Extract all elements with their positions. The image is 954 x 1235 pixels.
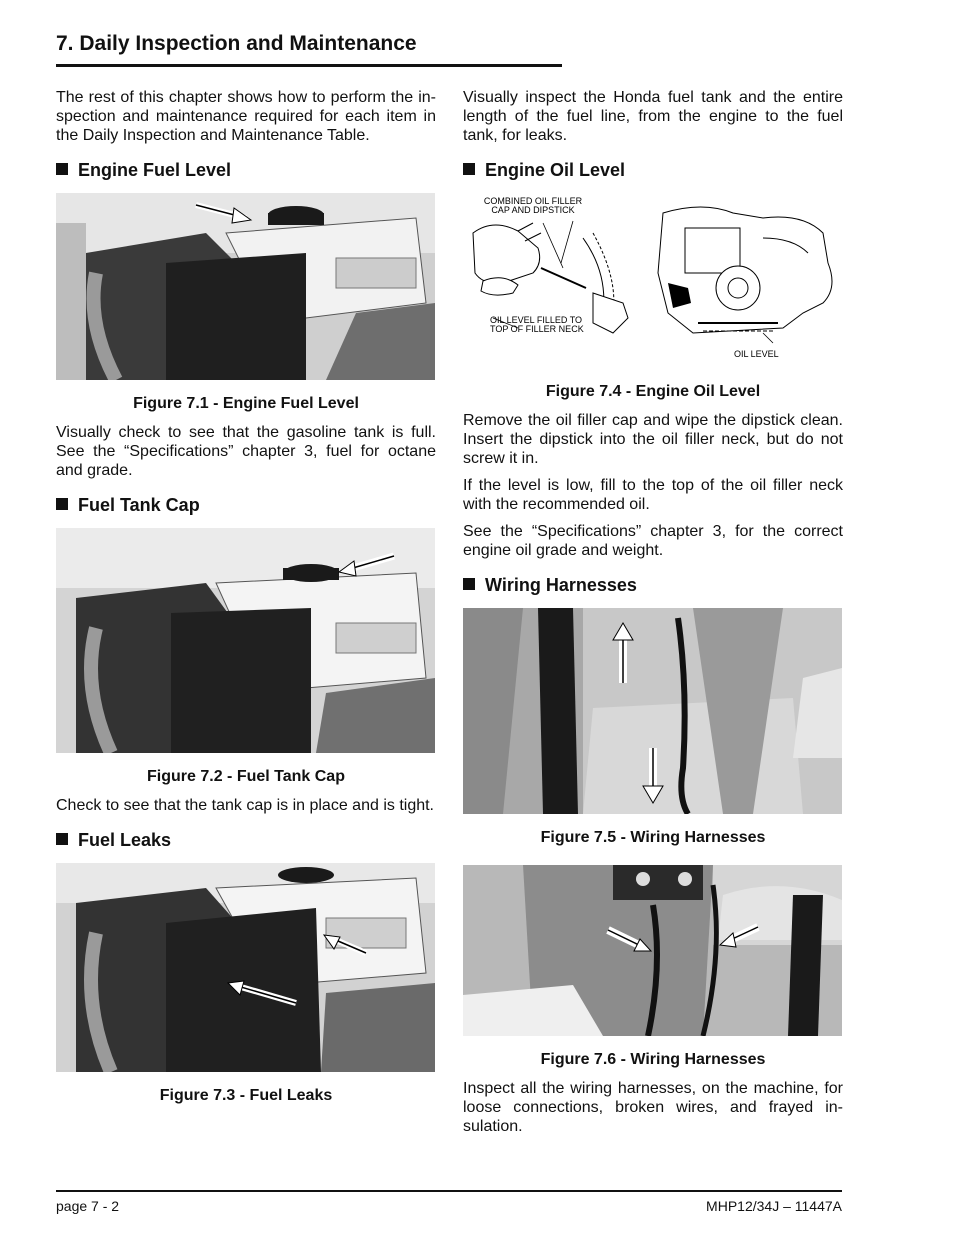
figure-wiring-harnesses-1 bbox=[463, 608, 842, 814]
body-paragraph: Inspect all the wiring harnesses, on the machine, for loose connections, broken wires, and frayed in-sulation. bbox=[463, 1080, 843, 1135]
section-heading-wiring-harnesses bbox=[463, 574, 843, 596]
label-oil-level: OIL LEVEL bbox=[734, 349, 779, 359]
section-heading-fuel-leaks bbox=[56, 829, 436, 851]
intro-paragraph: The rest of this chapter shows how to perform the in-spection and maintenance required for each item in the Daily Inspection and Maintenance Table. bbox=[56, 89, 436, 144]
label-cap-dipstick-1: COMBINED OIL FILLER bbox=[483, 196, 583, 206]
page-number: page 7 - 2 bbox=[56, 1198, 120, 1214]
engine-photo-3 bbox=[56, 863, 435, 1072]
wiring-photo-1 bbox=[463, 608, 842, 814]
section-heading-fuel-tank-cap bbox=[56, 494, 436, 516]
section-heading-engine-oil-level bbox=[463, 159, 843, 181]
section-heading-label: Fuel Leaks bbox=[78, 830, 172, 850]
body-paragraph: See the “Specifications” chapter 3, for the correct engine oil grade and weight. bbox=[463, 523, 843, 559]
figure-caption: Figure 7.5 - Wiring Harnesses bbox=[540, 829, 766, 846]
figure-caption: Figure 7.1 - Engine Fuel Level bbox=[133, 395, 359, 412]
label-filler-neck-2: TOP OF FILLER NECK bbox=[490, 324, 584, 334]
right-column bbox=[463, 88, 843, 1144]
section-heading-label: Engine Oil Level bbox=[485, 160, 626, 180]
square-bullet-icon bbox=[56, 833, 68, 845]
figure-engine-oil-level bbox=[463, 193, 842, 368]
left-column bbox=[56, 88, 436, 1115]
square-bullet-icon bbox=[56, 498, 68, 510]
figure-caption: Figure 7.4 - Engine Oil Level bbox=[545, 383, 761, 400]
title-rule bbox=[56, 64, 562, 67]
label-filler-neck-1: OIL LEVEL FILLED TO bbox=[490, 315, 583, 325]
figure-caption: Figure 7.3 - Fuel Leaks bbox=[159, 1087, 333, 1104]
chapter-title: 7. Daily Inspection and Maintenance bbox=[56, 32, 417, 55]
oil-level-diagram bbox=[463, 193, 842, 368]
wiring-photo-2 bbox=[463, 865, 842, 1036]
figure-caption: Figure 7.6 - Wiring Harnesses bbox=[540, 1051, 766, 1068]
figure-fuel-tank-cap bbox=[56, 528, 435, 753]
square-bullet-icon bbox=[56, 163, 68, 175]
square-bullet-icon bbox=[463, 578, 475, 590]
section-heading-label: Fuel Tank Cap bbox=[78, 495, 200, 515]
engine-photo-1 bbox=[56, 193, 435, 380]
section-heading-engine-fuel-level bbox=[56, 159, 436, 181]
footer-rule bbox=[56, 1190, 842, 1192]
engine-photo-2 bbox=[56, 528, 435, 753]
figure-caption: Figure 7.2 - Fuel Tank Cap bbox=[147, 768, 345, 785]
body-paragraph: Remove the oil filler cap and wipe the dipstick clean. Insert the dipstick into the oil filler neck, but do not screw it in. bbox=[463, 412, 843, 467]
section-heading-label: Engine Fuel Level bbox=[78, 160, 232, 180]
figure-wiring-harnesses-2 bbox=[463, 865, 842, 1036]
label-cap-dipstick-2: CAP AND DIPSTICK bbox=[491, 205, 575, 215]
document-id: MHP12/34J – 11447A bbox=[706, 1198, 842, 1214]
figure-engine-fuel-level bbox=[56, 193, 435, 380]
section-heading-label: Wiring Harnesses bbox=[485, 575, 637, 595]
square-bullet-icon bbox=[463, 163, 475, 175]
body-paragraph: Visually check to see that the gasoline tank is full. See the “Specifications” chapter 3, fuel for octane and grade. bbox=[56, 424, 436, 479]
intro-paragraph: Visually inspect the Honda fuel tank and the entire length of the fuel line, from the engine to the fuel tank, for leaks. bbox=[463, 89, 843, 144]
body-paragraph: Check to see that the tank cap is in place and is tight. bbox=[56, 797, 434, 814]
figure-fuel-leaks bbox=[56, 863, 435, 1072]
body-paragraph: If the level is low, fill to the top of the oil filler neck with the recommended oil. bbox=[463, 477, 843, 513]
